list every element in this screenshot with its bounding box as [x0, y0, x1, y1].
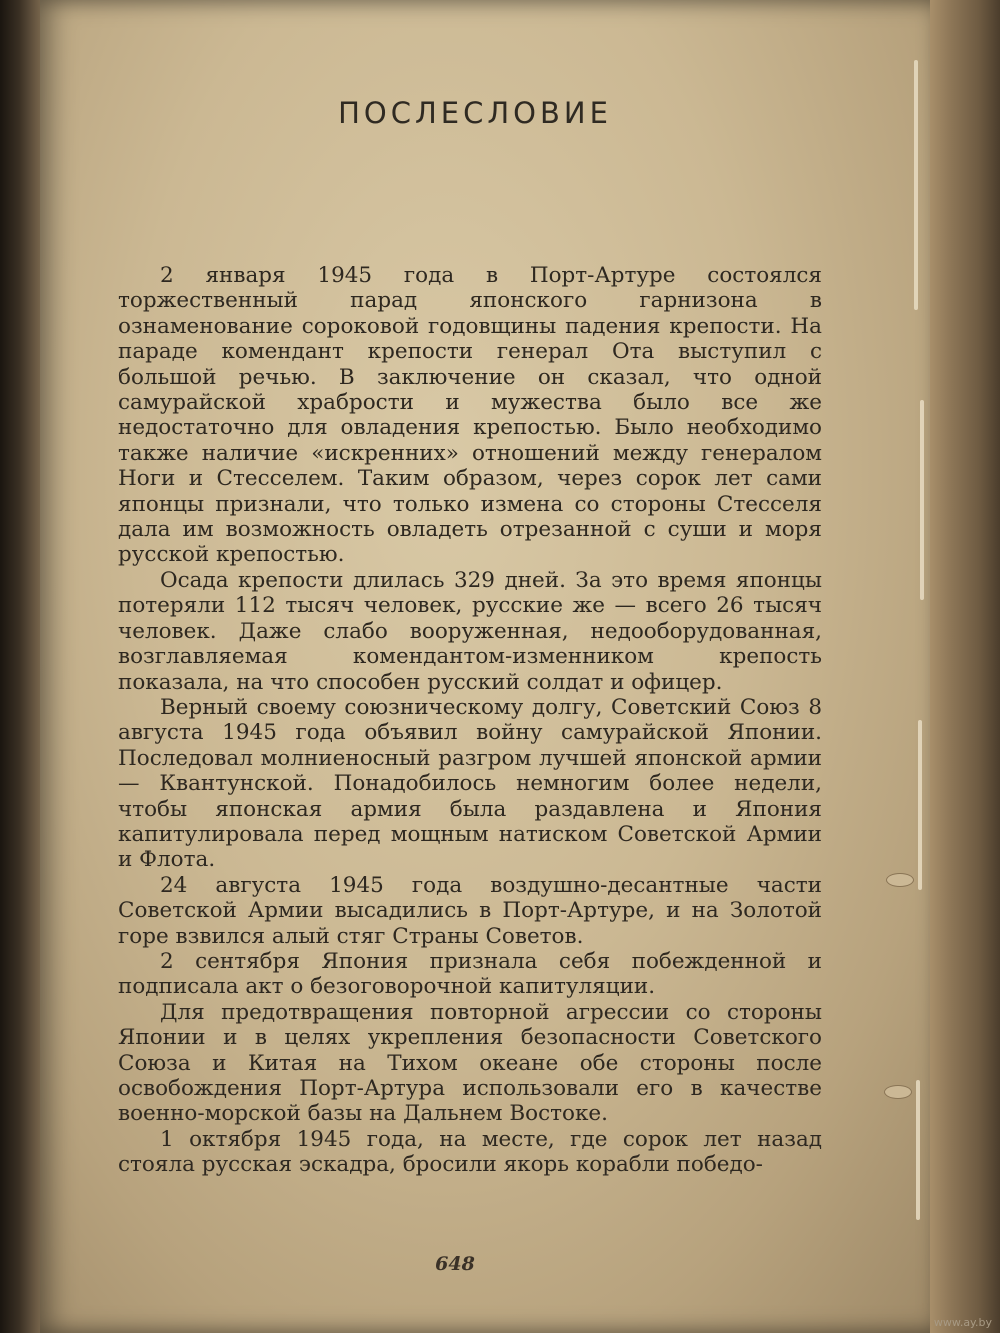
binding-thread [920, 400, 924, 600]
watermark: www.ay.by [933, 1316, 992, 1329]
body-text [118, 263, 822, 1178]
paragraph: Для предотвращения повторной агрессии со стороны Японии и в целях укрепления безопасности Советского Союза и Китая на Тихом океане обе стороны после освобождения Порт-Артура использовали его в качестве военно-морской базы на Дальнем Востоке. [118, 999, 822, 1127]
binding-knot [886, 873, 914, 887]
book-gutter [930, 0, 1000, 1333]
binding-thread [916, 1080, 920, 1220]
page-title: ПОСЛЕСЛОВИЕ [338, 96, 612, 130]
paragraph: 24 августа 1945 года воздушно-десантные части Советской Армии высадились в Порт-Артуре, и на Золотой горе взвился алый стяг Страны Советов. [118, 872, 822, 949]
paragraph: 2 января 1945 года в Порт-Артуре состоялся торжественный парад японского гарнизона в ознаменование сороковой годовщины падения крепости. На параде комендант крепости генерал Ота выступил с большой речью. В заключение он сказал, что одной самурайской храбрости и мужества было все же недостаточно для овладения крепостью. Было необходимо также наличие «искренних» отношений между генералом Ноги и Стесселем. Таким образом, через сорок лет сами японцы признали, что только измена со стороны Стесселя дала им возможность овладеть отрезанной с суши и моря русской крепостью. [118, 263, 822, 568]
paragraph: Осада крепости длилась 329 дней. За это время японцы потеряли 112 тысяч человек, русские же — всего 26 тысяч человек. Даже слабо вооруженная, недооборудованная, возглавляемая комендантом-изменником крепость показала, на что способен русский солдат и офицер. [118, 567, 822, 695]
page-number: 648 [435, 1253, 475, 1275]
binding-thread [918, 720, 922, 890]
paragraph: 1 октября 1945 года, на месте, где сорок лет назад стояла русская эскадра, бросили якорь корабли победо- [118, 1126, 822, 1178]
paragraph: Верный своему союзническому долгу, Советский Союз 8 августа 1945 года объявил войну самурайской Японии. Последовал молниеносный разгром лучшей японской армии — Квантунской. Понадобилось немногим более недели, чтобы японская армия была раздавлена и Япония капитулировала перед мощным натиском Советской Армии и Флота. [118, 694, 822, 873]
paragraph: 2 сентября Япония признала себя побежденной и подписала акт о безоговорочной капитуляции. [118, 948, 822, 1000]
binding-knot [884, 1085, 912, 1099]
